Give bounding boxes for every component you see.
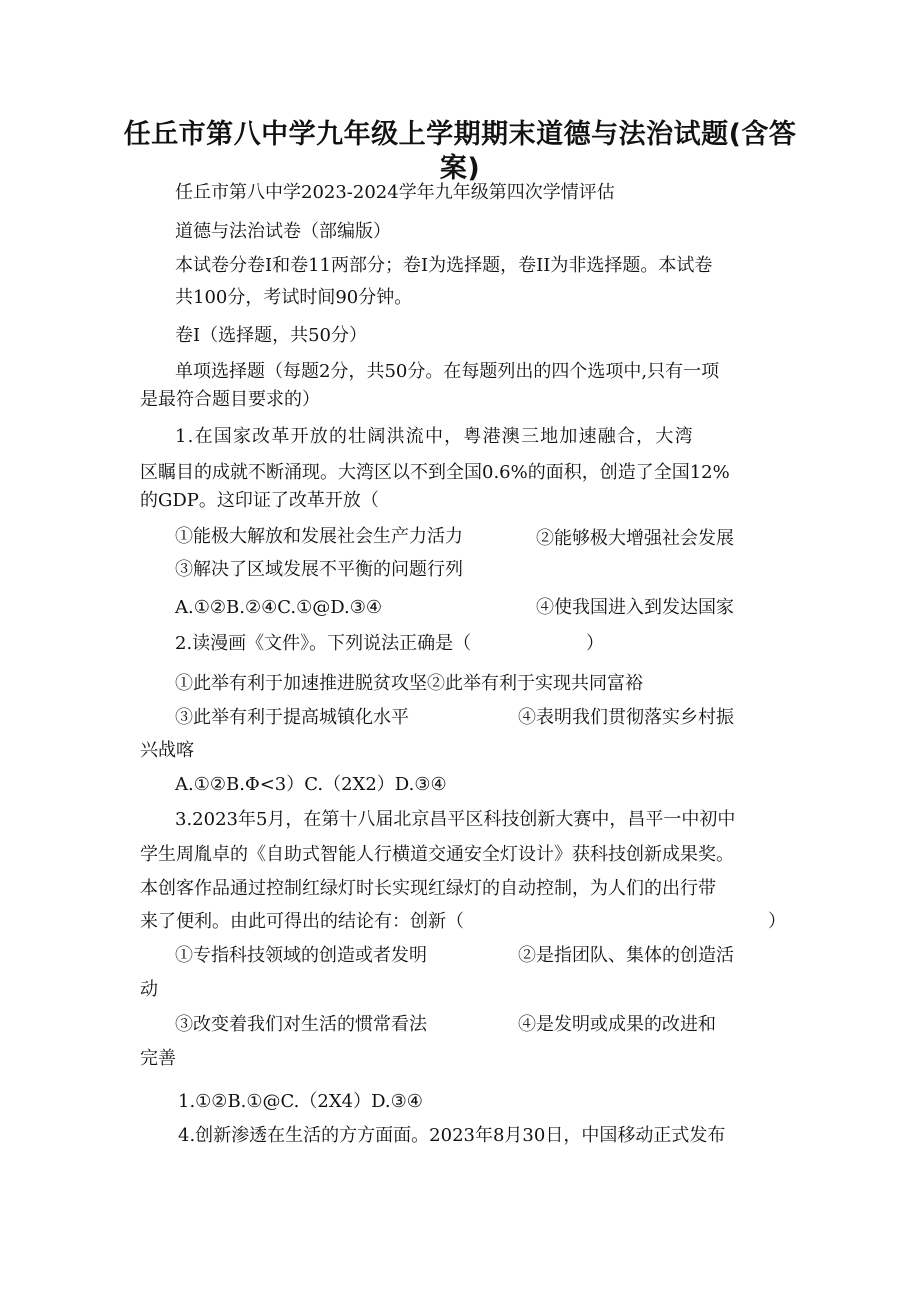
instruction-line-1: 单项选择题（每题2分，共50分。在每题列出的四个选项中,只有一项 <box>175 361 720 382</box>
q2-answer-choices: A.①②B.Φ<3）C.（2X2）D.③④ <box>175 774 447 795</box>
q1-option-2: ②能够极大增强社会发展 <box>536 528 734 549</box>
document-title-line-1: 任丘市第八中学九年级上学期期末道德与法治试题(含答 <box>123 119 797 150</box>
q2-options-1-2: ①此举有利于加速推进脱贫攻坚②此举有利于实现共同富裕 <box>175 673 643 694</box>
q1-option-4: ④使我国进入到发达国家 <box>536 597 734 618</box>
q1-answer-choices: A.①②B.②④C.①@D.③④ <box>175 597 382 618</box>
q3-option-4-cont: 完善 <box>140 1048 176 1069</box>
q2-option-4: ④表明我们贯彻落实乡村振 <box>518 707 734 728</box>
q3-option-3: ③改变着我们对生活的惯常看法 <box>175 1014 427 1035</box>
q3-stem-line-4: 来了便利。由此可得出的结论有：创新（ <box>140 911 464 932</box>
q3-stem-paren: ） <box>768 911 786 932</box>
q2-stem-paren: ） <box>586 633 604 654</box>
q3-stem-line-3: 本创客作品通过控制红绿灯时长实现红绿灯的自动控制，为人们的出行带 <box>140 878 716 899</box>
q3-option-1: ①专指科技领域的创造或者发明 <box>175 945 427 966</box>
q1-option-3: ③解决了区域发展不平衡的问题行列 <box>175 559 463 580</box>
q2-stem: 2.读漫画《文件》。下列说法正确是（ <box>175 633 472 654</box>
q2-option-4-cont: 兴战喀 <box>140 740 194 761</box>
paper-name: 道德与法治试卷（部编版） <box>175 221 391 242</box>
q3-option-2-cont: 动 <box>140 979 158 1000</box>
document-title-line-2: 案) <box>439 153 481 184</box>
q4-stem-line-1: 4.创新渗透在生活的方方面面。2023年8月30日，中国移动正式发布 <box>178 1125 726 1146</box>
q1-stem-line-2: 区瞩目的成就不断涌现。大湾区以不到全国0.6%的面积，创造了全国12% <box>140 462 730 483</box>
q1-stem-line-3: 的GDP。这印证了改革开放（ <box>140 490 379 511</box>
exam-subtitle: 任丘市第八中学2023-2024学年九年级第四次学情评估 <box>175 182 615 203</box>
q3-stem-line-2: 学生周胤卓的《自助式智能人行横道交通安全灯设计》获科技创新成果奖。 <box>140 844 734 865</box>
intro-line-1: 本试卷分卷I和卷11两部分；卷I为选择题，卷II为非选择题。本试卷 <box>175 255 713 276</box>
q3-option-2: ②是指团队、集体的创造活 <box>518 945 734 966</box>
q2-option-3: ③此举有利于提高城镇化水平 <box>175 707 409 728</box>
q1-option-1: ①能极大解放和发展社会生产力活力 <box>175 526 463 547</box>
q3-stem-line-1: 3.2023年5月，在第十八届北京昌平区科技创新大赛中，昌平一中初中 <box>175 809 736 830</box>
q3-option-4: ④是发明或成果的改进和 <box>518 1014 716 1035</box>
q1-stem-line-1: 1.在国家改革开放的壮阔洪流中，粤港澳三地加速融合，大湾 <box>175 426 694 447</box>
instruction-line-2: 是最符合题目要求的） <box>140 389 320 410</box>
intro-line-2: 共100分，考试时间90分钟。 <box>175 287 413 308</box>
section-heading: 卷I（选择题，共50分） <box>175 325 368 346</box>
q3-answer-choices: 1.①②B.①@C.（2X4）D.③④ <box>178 1091 423 1112</box>
